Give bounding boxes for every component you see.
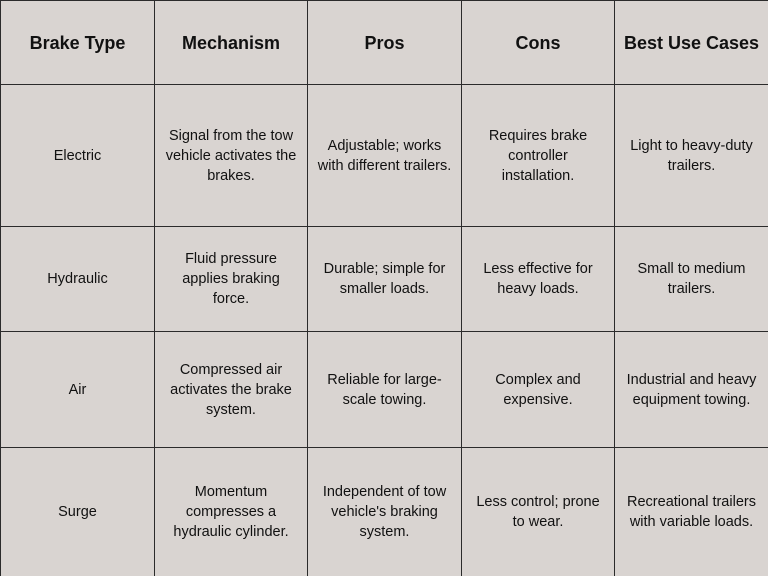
- cell-brake-type: Air: [1, 332, 155, 448]
- cell-pros: Durable; simple for smaller loads.: [308, 227, 462, 332]
- header-brake-type: Brake Type: [1, 1, 155, 85]
- header-mechanism: Mechanism: [155, 1, 308, 85]
- cell-pros: Adjustable; works with different trailers.: [308, 85, 462, 227]
- table-row: [1, 448, 768, 576]
- cell-mechanism: Momentum compresses a hydraulic cylinder.: [155, 448, 308, 576]
- cell-cons: Less effective for heavy loads.: [462, 227, 615, 332]
- cell-brake-type: Electric: [1, 85, 155, 227]
- cell-brake-type: Hydraulic: [1, 227, 155, 332]
- header-row: [1, 1, 768, 85]
- header-best-use-cases: Best Use Cases: [615, 1, 768, 85]
- table-row: [1, 85, 768, 227]
- cell-mechanism: Signal from the tow vehicle activates the brakes.: [155, 85, 308, 227]
- cell-mechanism: Compressed air activates the brake system.: [155, 332, 308, 448]
- table-row: [1, 332, 768, 448]
- cell-pros: Independent of tow vehicle's braking system.: [308, 448, 462, 576]
- cell-brake-type: Surge: [1, 448, 155, 576]
- table-row: [1, 227, 768, 332]
- cell-cons: Complex and expensive.: [462, 332, 615, 448]
- cell-best-use-cases: Small to medium trailers.: [615, 227, 768, 332]
- header-pros: Pros: [308, 1, 462, 85]
- cell-best-use-cases: Light to heavy-duty trailers.: [615, 85, 768, 227]
- cell-best-use-cases: Recreational trailers with variable loads.: [615, 448, 768, 576]
- cell-pros: Reliable for large-scale towing.: [308, 332, 462, 448]
- cell-cons: Requires brake controller installation.: [462, 85, 615, 227]
- cell-best-use-cases: Industrial and heavy equipment towing.: [615, 332, 768, 448]
- cell-cons: Less control; prone to wear.: [462, 448, 615, 576]
- header-cons: Cons: [462, 1, 615, 85]
- cell-mechanism: Fluid pressure applies braking force.: [155, 227, 308, 332]
